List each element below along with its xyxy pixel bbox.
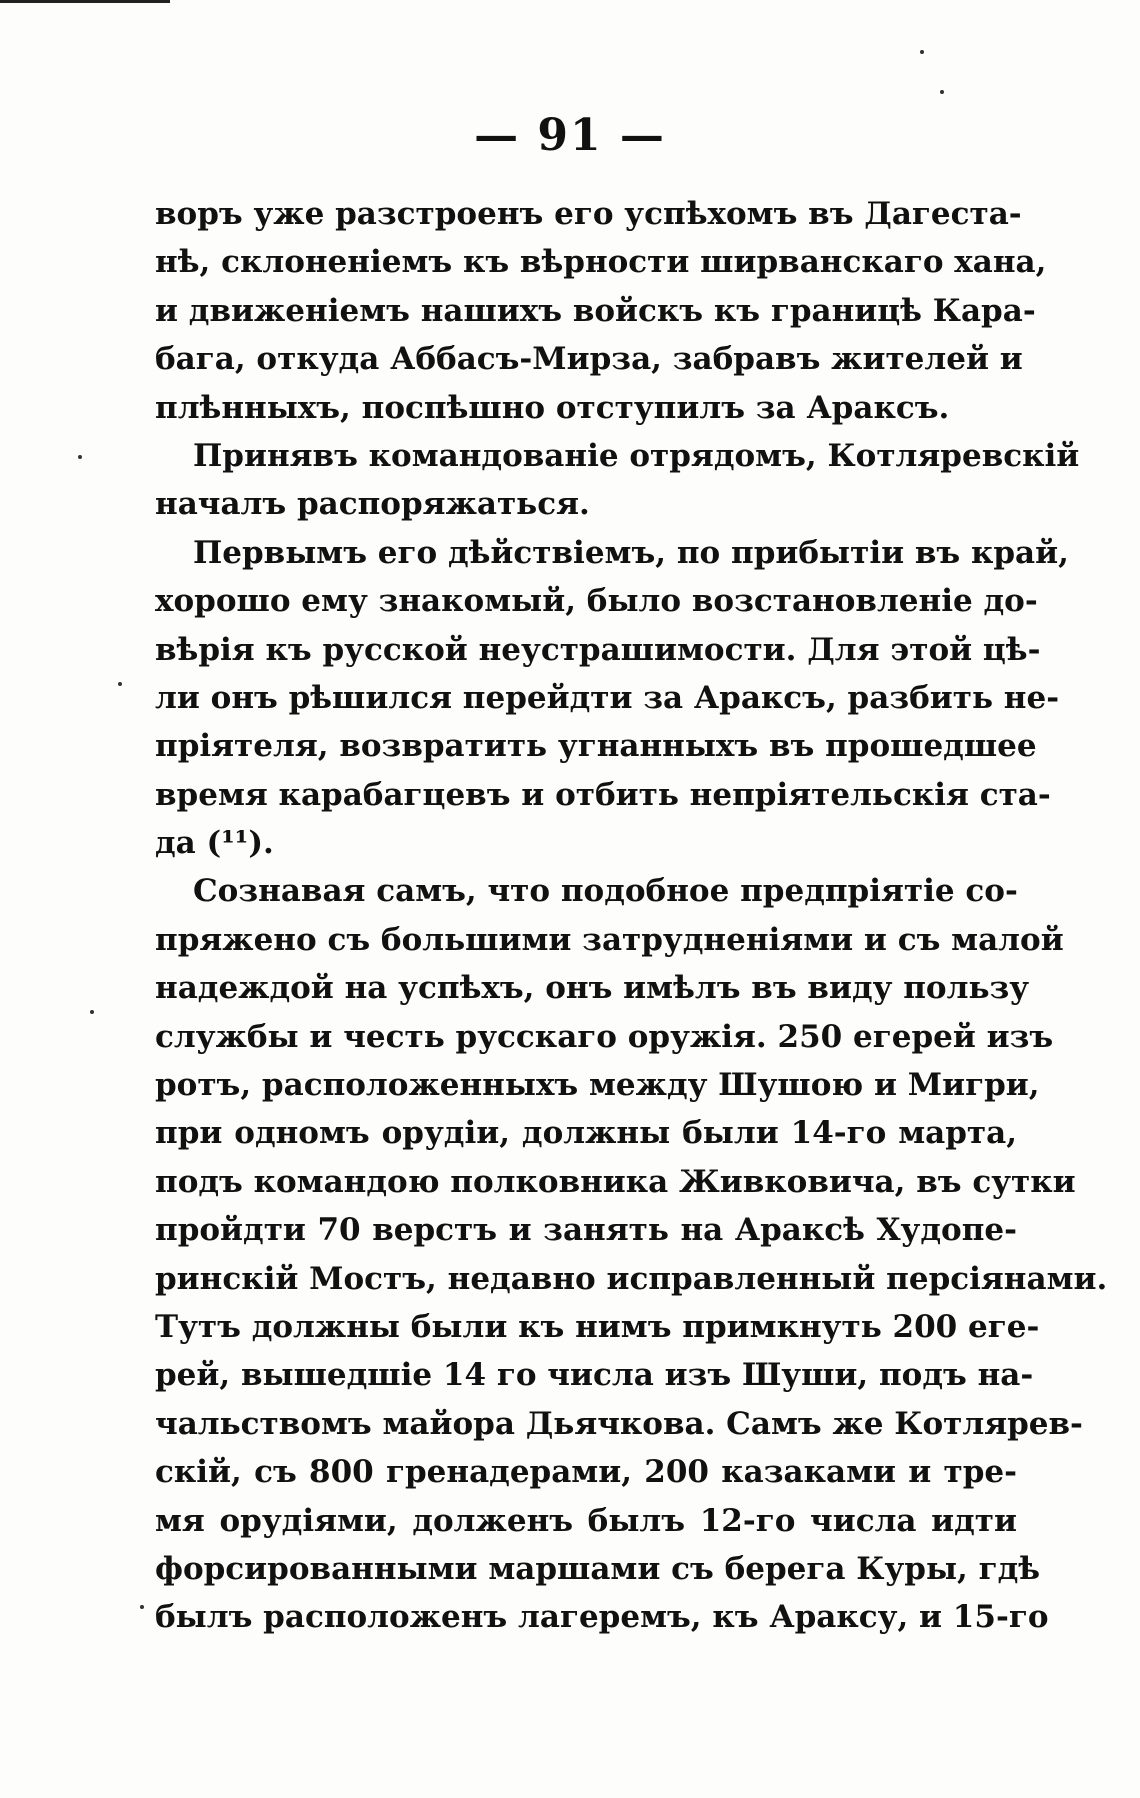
text-line: ли онъ рѣшился перейдти за Араксъ, разбить не- [155,679,1060,716]
text-line: бага, откуда Аббасъ-Мирза, забравъ жителей и [155,341,1023,378]
scan-speck [78,455,82,459]
text-line: Тутъ должны были къ нимъ примкнуть 200 еге- [155,1308,1040,1345]
text-line: и движеніемъ нашихъ войскъ къ границѣ Кара- [155,292,1036,329]
text-line: время карабагцевъ и отбить непріятельскія ста- [155,776,1051,813]
scan-speck [940,90,944,94]
text-line: при одномъ орудіи, должны были 14-го марта, [155,1115,1017,1152]
text-line: службы и честь русскаго оружія. 250 егерей изъ [155,1018,1054,1055]
scan-speck [118,682,122,686]
text-line: Сознавая самъ, что подобное предпріятіе со- [193,873,1018,910]
text-line: рей, вышедшіе 14 го числа изъ Шуши, подъ на- [155,1357,1034,1394]
text-line: плѣнныхъ, поспѣшно отступилъ за Араксъ. [155,389,950,426]
text-line: хорошо ему знакомый, было возстановленіе до- [155,583,1038,620]
page-number: — 91 — [474,110,666,161]
paragraph-2 [155,432,1080,529]
text-line: вѣрія къ русской неустрашимости. Для этой цѣ- [155,631,1041,668]
text-line: воръ уже разстроенъ его успѣхомъ въ Дагеста- [155,196,1022,232]
scan-speck [920,50,924,54]
text-line: началъ распоряжаться. [155,486,590,523]
text-line: подъ командою полковника Живковича, въ сутки [155,1163,1076,1200]
text-line: былъ расположенъ лагеремъ, къ Араксу, и 15-го [155,1599,1049,1636]
text-line: ротъ, расположенныхъ между Шушою и Мигри, [155,1067,1040,1104]
paragraph-4 [155,867,1108,1641]
text-line: чальствомъ майора Дьячкова. Самъ же Котлярев- [155,1405,1083,1442]
text-line: ринскій Мостъ, недавно исправленный персіянами. [155,1260,1108,1297]
body-text [155,190,1108,1642]
scan-speck [90,1010,94,1014]
text-line: мя орудіями, долженъ былъ 12-го числа идти [155,1502,1017,1539]
text-line: нѣ, склоненіемъ къ вѣрности ширванскаго хана, [155,244,1047,281]
text-line: Принявъ командованіе отрядомъ, Котляревскій [193,437,1080,474]
text-line: надеждой на успѣхъ, онъ имѣлъ въ виду пользу [155,970,1030,1007]
text-line: пройдти 70 верстъ и занять на Араксѣ Худопе- [155,1212,1017,1249]
text-line: пряжено съ большими затрудненіями и съ малой [155,921,1064,958]
top-edge-rule [0,0,170,3]
text-line: пріятеля, возвратить угнанныхъ въ прошедшее [155,728,1037,765]
text-line: Первымъ его дѣйствіемъ, по прибытіи въ край, [193,534,1069,571]
scan-speck [140,1605,144,1609]
text-line: да (¹¹). [155,825,274,862]
text-line: форсированными маршами съ берега Куры, гдѣ [155,1550,1041,1587]
paragraph-1 [155,190,1047,432]
text-line: скій, съ 800 гренадерами, 200 казаками и тре- [155,1454,1017,1491]
paragraph-3 [155,529,1069,868]
